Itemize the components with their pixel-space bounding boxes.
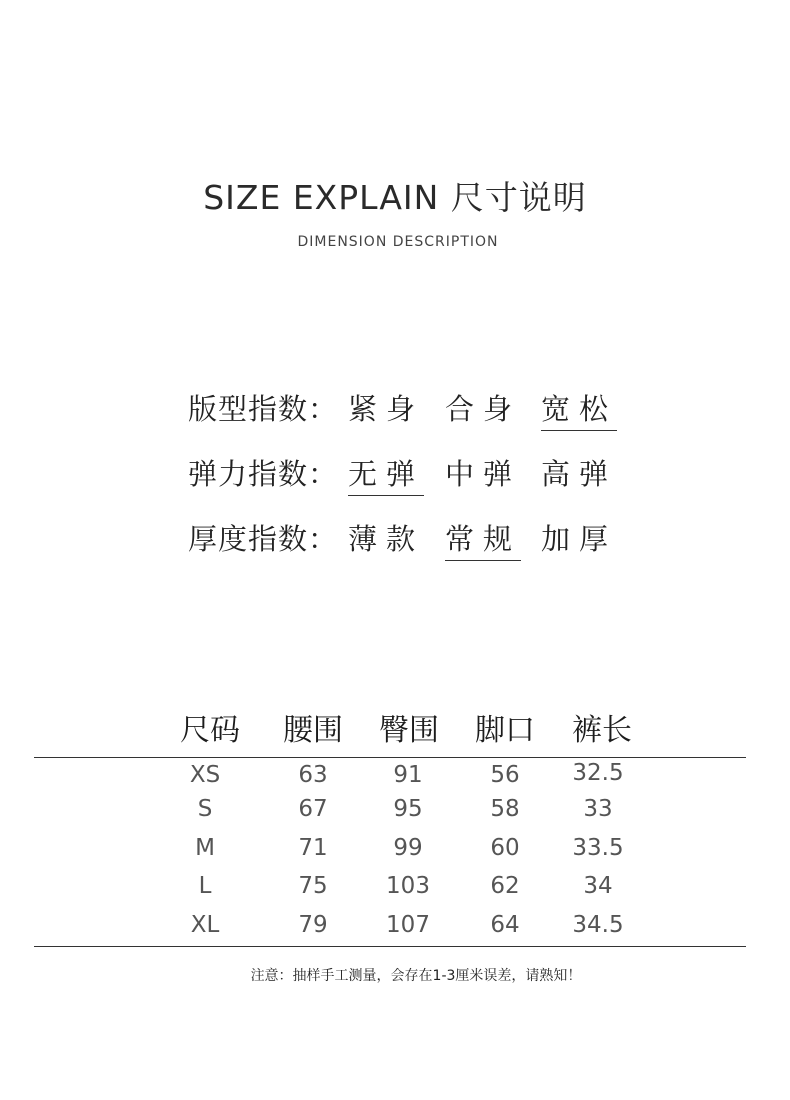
table-cell: 107 bbox=[386, 912, 430, 938]
table-cell: 95 bbox=[393, 796, 423, 822]
table-cell: 63 bbox=[298, 762, 328, 788]
attribute-option: 薄款 bbox=[348, 522, 425, 556]
attribute-option-selected: 宽松 bbox=[541, 387, 617, 431]
table-cell: 34.5 bbox=[572, 912, 624, 938]
page-title: SIZE EXPLAIN 尺寸说明 bbox=[203, 178, 587, 217]
table-cell: 67 bbox=[298, 796, 328, 822]
table-cell: M bbox=[195, 835, 215, 861]
attribute-option: 高弹 bbox=[541, 457, 618, 491]
table-cell: 64 bbox=[490, 912, 520, 938]
attribute-option-selected: 无弹 bbox=[348, 452, 424, 496]
measurement-note: 注意：抽样手工测量，会存在1-3厘米误差，请熟知！ bbox=[250, 968, 582, 984]
attribute-option: 合身 bbox=[445, 392, 522, 426]
table-cell: 32.5 bbox=[572, 760, 624, 786]
table-header-length: 裤长 bbox=[572, 713, 632, 748]
table-cell: 34 bbox=[583, 873, 613, 899]
table-cell: 99 bbox=[393, 835, 423, 861]
table-cell: 103 bbox=[386, 873, 430, 899]
table-header-size: 尺码 bbox=[180, 713, 240, 748]
table-top-rule bbox=[34, 757, 746, 758]
table-cell: 91 bbox=[393, 762, 423, 788]
attribute-label: 厚度指数： bbox=[188, 522, 339, 556]
table-cell: 75 bbox=[298, 873, 328, 899]
attribute-label: 弹力指数： bbox=[188, 457, 339, 491]
attribute-option: 紧身 bbox=[348, 392, 425, 426]
attribute-option-selected: 常规 bbox=[445, 517, 521, 561]
table-header-hip: 臀围 bbox=[379, 713, 439, 748]
table-cell: 79 bbox=[298, 912, 328, 938]
table-cell: XS bbox=[189, 762, 221, 788]
table-cell: 33.5 bbox=[572, 835, 624, 861]
table-header-waist: 腰围 bbox=[283, 713, 343, 748]
table-cell: 60 bbox=[490, 835, 520, 861]
table-cell: 33 bbox=[583, 796, 613, 822]
table-cell: XL bbox=[190, 912, 220, 938]
table-cell: 56 bbox=[490, 762, 520, 788]
attribute-option: 加厚 bbox=[541, 522, 618, 556]
table-cell: 71 bbox=[298, 835, 328, 861]
table-header-hem: 脚口 bbox=[475, 713, 535, 748]
attribute-label: 版型指数： bbox=[188, 392, 339, 426]
table-cell: S bbox=[197, 796, 213, 822]
table-bottom-rule bbox=[34, 946, 746, 947]
attribute-option: 中弹 bbox=[445, 457, 522, 491]
table-cell: 58 bbox=[490, 796, 520, 822]
table-cell: 62 bbox=[490, 873, 520, 899]
table-cell: L bbox=[198, 873, 212, 899]
page-subtitle: DIMENSION DESCRIPTION bbox=[297, 234, 499, 250]
